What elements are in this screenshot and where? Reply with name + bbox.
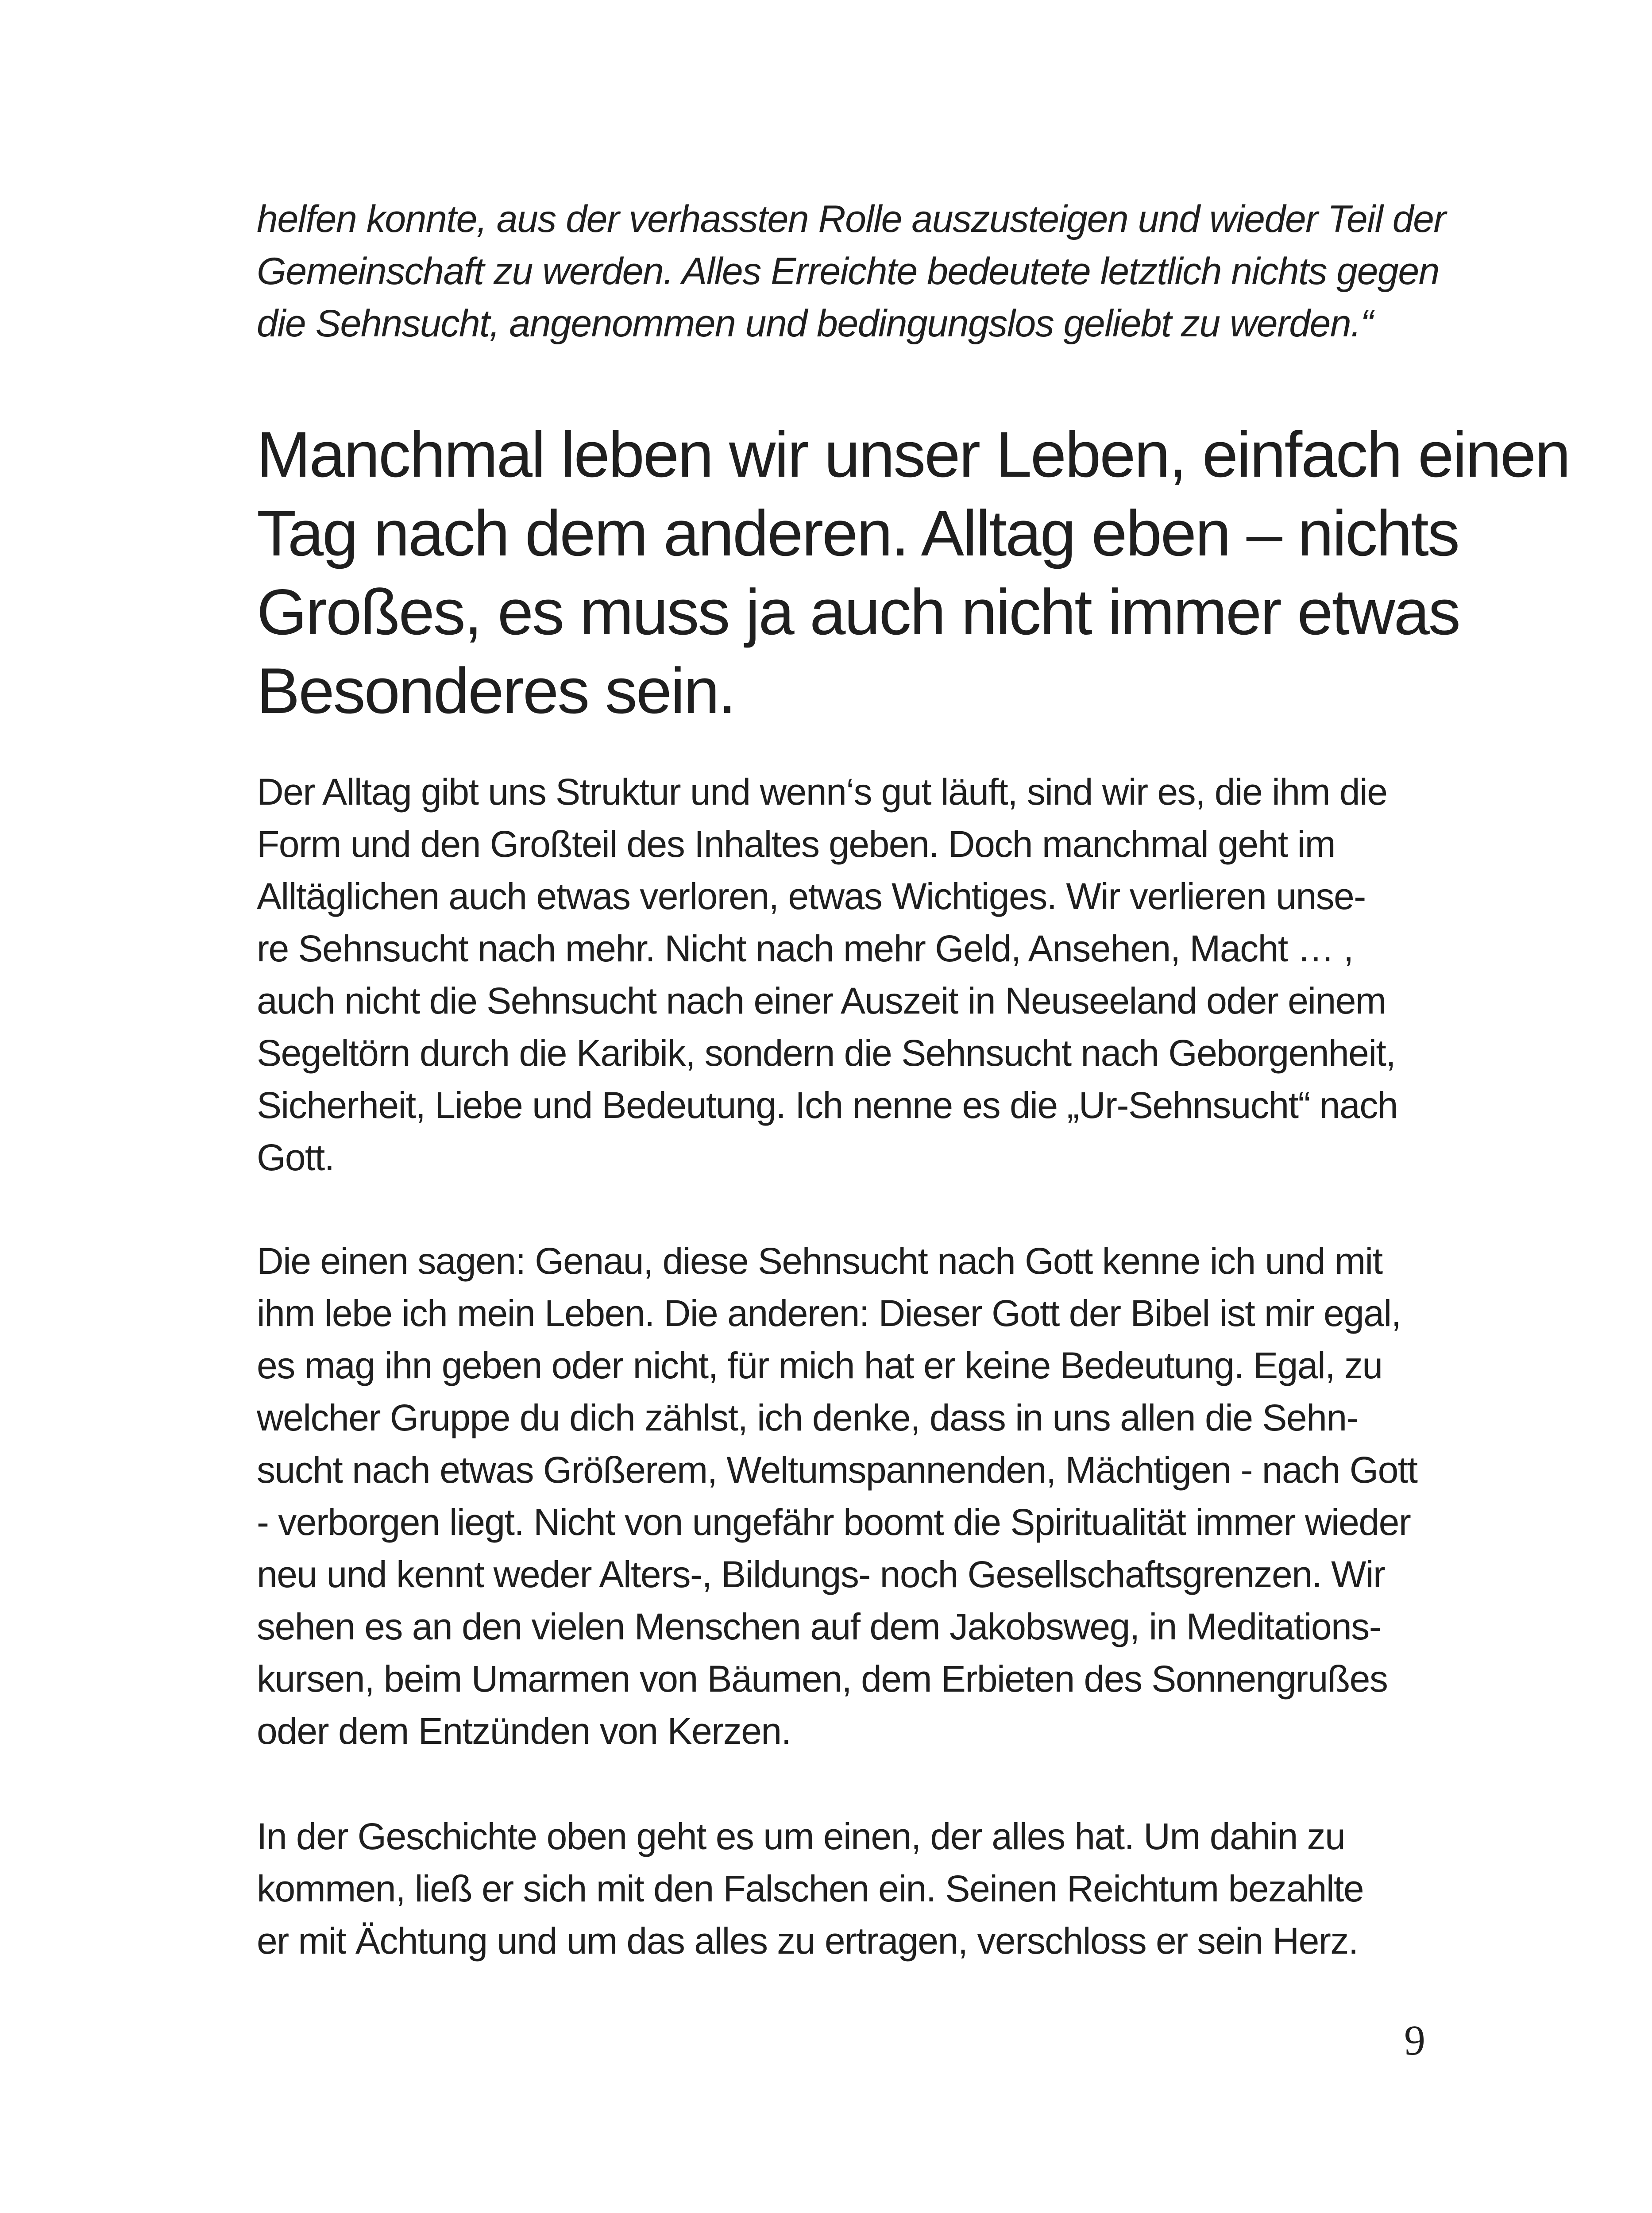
paragraph-line: In der Geschichte oben geht es um einen, der alles hat. Um dahin zu [257, 1816, 1345, 1857]
section-heading [257, 415, 1570, 730]
paragraph-line: Die einen sagen: Genau, diese Sehnsucht nach Gott kenne ich und mit [257, 1240, 1382, 1282]
paragraph-line: ihm lebe ich mein Leben. Die anderen: Dieser Gott der Bibel ist mir egal, [257, 1292, 1401, 1334]
quote-continuation [257, 193, 1446, 350]
paragraph-line: Segeltörn durch die Karibik, sondern die Sehnsucht nach Geborgenheit, [257, 1032, 1396, 1074]
quote-line: Gemeinschaft zu werden. Alles Erreichte bedeutete letztlich nichts gegen [257, 250, 1440, 293]
paragraph-line: auch nicht die Sehnsucht nach einer Auszeit in Neuseeland oder einem [257, 980, 1386, 1022]
heading-line: Großes, es muss ja auch nicht immer etwas [257, 576, 1459, 648]
paragraph-line: Form und den Großteil des Inhaltes geben. Doch manchmal geht im [257, 823, 1335, 865]
heading-line: Besonderes sein. [257, 655, 735, 727]
paragraph-line: kommen, ließ er sich mit den Falschen ein. Seinen Reichtum bezahlte [257, 1868, 1364, 1909]
page-number: 9 [1404, 2016, 1425, 2064]
paragraph-line: Gott. [257, 1137, 334, 1178]
paragraph-line: sehen es an den vielen Menschen auf dem Jakobsweg, in Meditations- [257, 1606, 1381, 1647]
paragraph-line: es mag ihn geben oder nicht, für mich hat er keine Bedeutung. Egal, zu [257, 1345, 1382, 1386]
paragraph-sehnsucht [257, 1235, 1425, 1757]
paragraph-line: Der Alltag gibt uns Struktur und wenn‘s gut läuft, sind wir es, die ihm die [257, 771, 1387, 813]
heading-line: Tag nach dem anderen. Alltag eben – nichts [257, 497, 1459, 569]
quote-line: helfen konnte, aus der verhassten Rolle auszusteigen und wieder Teil der [257, 198, 1446, 240]
paragraph-line: kursen, beim Umarmen von Bäumen, dem Erbieten des Sonnengrußes [257, 1658, 1388, 1700]
paragraph-line: re Sehnsucht nach mehr. Nicht nach mehr Geld, Ansehen, Macht … , [257, 928, 1353, 969]
paragraph-line: er mit Ächtung und um das alles zu ertragen, verschloss er sein Herz. [257, 1920, 1358, 1962]
paragraph-alltag [257, 766, 1425, 1184]
paragraph-geschichte [257, 1810, 1425, 1967]
paragraph-line: welcher Gruppe du dich zählst, ich denke, dass in uns allen die Sehn- [257, 1397, 1359, 1438]
paragraph-line: Alltäglichen auch etwas verloren, etwas Wichtiges. Wir verlieren unse- [257, 875, 1366, 917]
paragraph-line: sucht nach etwas Größerem, Weltumspannenden, Mächtigen - nach Gott [257, 1449, 1417, 1491]
paragraph-line: - verborgen liegt. Nicht von ungefähr boomt die Spiritualität immer wieder [257, 1501, 1411, 1543]
paragraph-line: Sicherheit, Liebe und Bedeutung. Ich nenne es die „Ur-Sehnsucht“ nach [257, 1084, 1397, 1126]
quote-line: die Sehnsucht, angenommen und bedingungslos geliebt zu werden.“ [257, 302, 1373, 345]
paragraph-line: neu und kennt weder Alters-, Bildungs- noch Gesellschaftsgrenzen. Wir [257, 1554, 1385, 1595]
paragraph-line: oder dem Entzünden von Kerzen. [257, 1710, 791, 1752]
heading-line: Manchmal leben wir unser Leben, einfach einen [257, 418, 1570, 490]
